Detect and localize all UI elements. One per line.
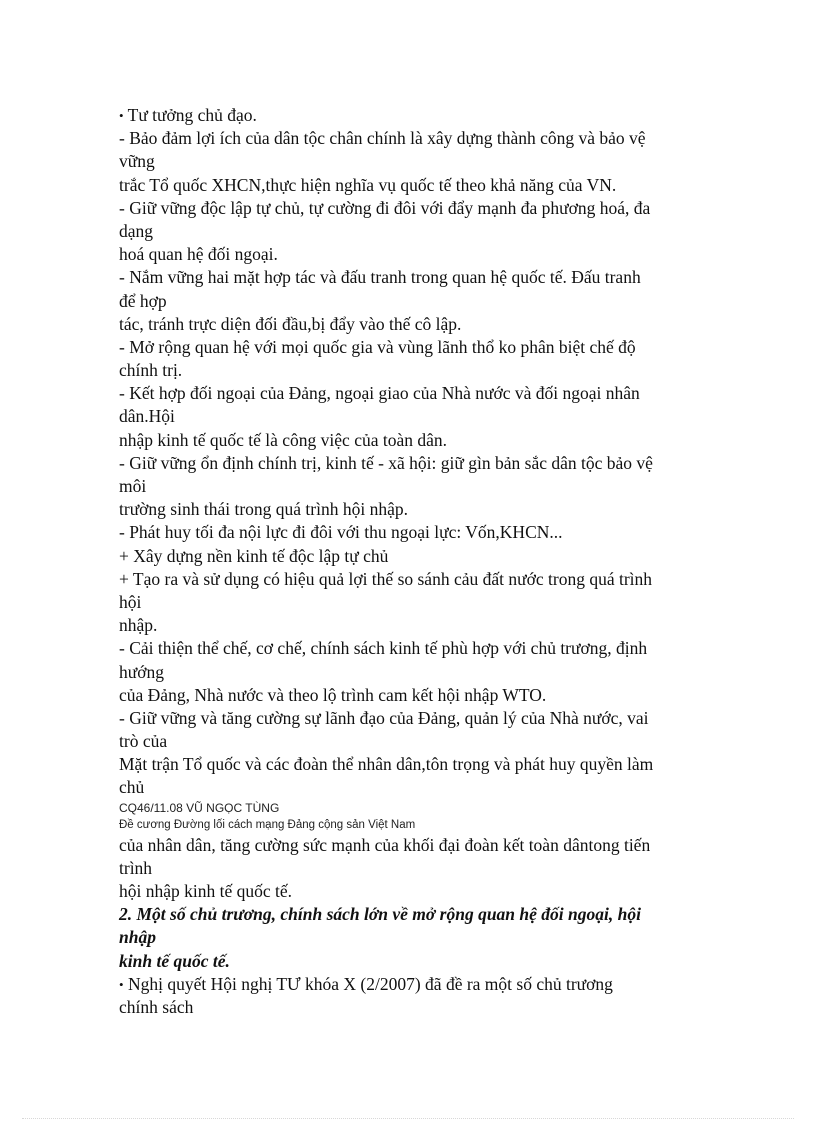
text-line: [119, 150, 699, 173]
line-text: tác, tránh trực diện đối đầu,bị đẩy vào thế cô lập.: [119, 313, 462, 334]
line-text: dạng: [119, 220, 154, 241]
line-text: Nghị quyết Hội nghị TƯ khóa X (2/2007) đã đề ra một số chủ trương: [127, 973, 613, 994]
bullet-icon: •: [119, 108, 124, 123]
text-line: [119, 776, 699, 799]
text-line: [119, 266, 699, 289]
line-text: trò của: [119, 731, 168, 752]
line-text: - Giữ vững và tăng cường sự lãnh đạo của Đảng, quản lý của Nhà nước, vai: [119, 707, 649, 728]
line-text: hướng: [119, 661, 164, 682]
line-text: vững: [119, 151, 155, 172]
line-text: của nhân dân, tăng cường sức mạnh của khối đại đoàn kết toàn dântong tiến: [119, 834, 651, 855]
text-line: [119, 197, 699, 220]
text-line: [119, 661, 699, 684]
line-text: trắc Tổ quốc XHCN,thực hiện nghĩa vụ quốc tế theo khả năng của VN.: [119, 174, 617, 195]
text-line: [119, 498, 699, 521]
text-line: [119, 313, 699, 336]
line-text: - Giữ vững ổn định chính trị, kinh tế - xã hội: giữ gìn bản sắc dân tộc bảo vệ: [119, 452, 653, 473]
text-line: [119, 220, 699, 243]
line-text: kinh tế quốc tế.: [119, 950, 230, 971]
section-heading-line: [119, 950, 699, 973]
line-text: - Giữ vững độc lập tự chủ, tự cường đi đôi với đẩy mạnh đa phương hoá, đa: [119, 197, 651, 218]
document-body: [119, 104, 699, 1019]
line-text: môi: [119, 476, 147, 496]
text-line: [119, 857, 699, 880]
line-text: nhập kinh tế quốc tế là công việc của toàn dân.: [119, 429, 448, 450]
line-text: hội nhập kinh tế quốc tế.: [119, 881, 293, 901]
text-line: [119, 614, 699, 637]
line-text: - Bảo đảm lợi ích của dân tộc chân chính là xây dựng thành công và bảo vệ: [119, 128, 646, 149]
line-text: - Cải thiện thể chế, cơ chế, chính sách kinh tế phù hợp với chủ trương, định: [119, 638, 648, 659]
text-line: [119, 290, 699, 313]
footer-line: [119, 800, 699, 817]
text-line: [119, 637, 699, 660]
line-text: + Tạo ra và sử dụng có hiệu quả lợi thế so sánh cảu đất nước trong quá trình: [119, 568, 653, 589]
line-text: trường sinh thái trong quá trình hội nhập.: [119, 499, 408, 520]
line-text: - Kết hợp đối ngoại của Đảng, ngoại giao của Nhà nước và đối ngoại nhân: [119, 383, 640, 404]
line-text: chủ: [119, 777, 145, 798]
text-line: [119, 591, 699, 614]
text-line: [119, 753, 699, 776]
line-text: - Mở rộng quan hệ với mọi quốc gia và vùng lãnh thổ ko phân biệt chế độ: [119, 336, 636, 357]
text-line: [119, 707, 699, 730]
line-text: hoá quan hệ đối ngoại.: [119, 244, 278, 265]
section-heading-line: [119, 903, 699, 926]
text-line: [119, 127, 699, 150]
bullet-icon: •: [119, 976, 124, 992]
text-line: [119, 429, 699, 452]
text-line: [119, 730, 699, 753]
text-line: [119, 359, 699, 382]
section-heading-line: [119, 926, 699, 949]
text-line: [119, 452, 699, 475]
line-text: + Xây dựng nền kinh tế độc lập tự chủ: [119, 545, 389, 566]
text-line: [119, 834, 699, 857]
footer-line: [119, 817, 699, 834]
line-text: chính trị.: [119, 360, 183, 381]
text-line: [119, 243, 699, 266]
line-text: nhập: [119, 927, 156, 948]
page-bottom-border: [22, 1118, 794, 1119]
text-line: [119, 996, 699, 1019]
text-line: [119, 568, 699, 591]
line-text: - Nắm vững hai mặt hợp tác và đấu tranh trong quan hệ quốc tế. Đấu tranh: [119, 267, 641, 288]
line-text: Tư tưởng chủ đạo.: [127, 105, 257, 125]
text-line: [119, 174, 699, 197]
line-text: - Phát huy tối đa nội lực đi đôi với thu ngoại lực: Vốn,KHCN...: [119, 522, 563, 543]
line-text: chính sách: [119, 996, 194, 1017]
line-text: của Đảng, Nhà nước và theo lộ trình cam kết hội nhập WTO.: [119, 684, 547, 705]
text-line: [119, 336, 699, 359]
line-text: 2. Một số chủ trương, chính sách lớn về mở rộng quan hệ đối ngoại, hội: [119, 904, 641, 925]
line-text: nhập.: [119, 615, 158, 636]
text-line: [119, 973, 699, 996]
text-line: [119, 880, 699, 903]
text-line: [119, 104, 699, 127]
line-text: Mặt trận Tổ quốc và các đoàn thể nhân dân,tôn trọng và phát huy quyền làm: [119, 754, 654, 775]
line-text: hội: [119, 591, 142, 612]
text-line: [119, 475, 699, 498]
text-line: [119, 405, 699, 428]
text-line: [119, 545, 699, 568]
line-text: trình: [119, 857, 153, 878]
text-line: [119, 521, 699, 544]
line-text: dân.Hội: [119, 406, 175, 427]
line-text: để hợp: [119, 290, 167, 311]
line-text: CQ46/11.08 VŨ NGỌC TÙNG: [119, 800, 280, 815]
line-text: Đề cương Đường lối cách mạng Đảng cộng sản Việt Nam: [119, 818, 416, 831]
text-line: [119, 382, 699, 405]
text-line: [119, 684, 699, 707]
